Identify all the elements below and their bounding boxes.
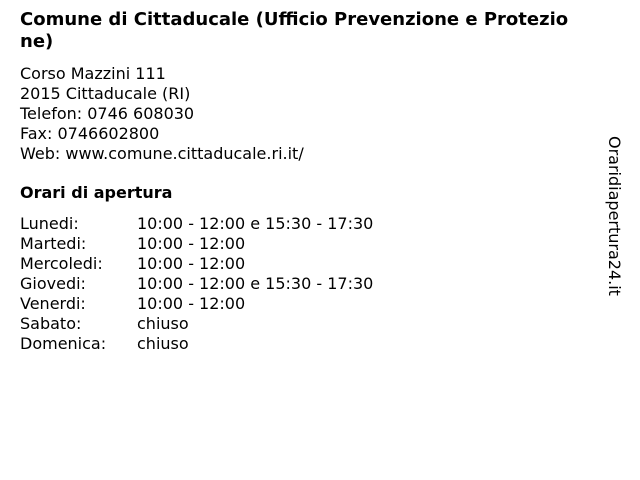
contact-info [20,64,304,164]
site-watermark: Oraridiapertura24.it [605,136,624,296]
hours-row-sunday [20,334,373,354]
hours-row-tuesday [20,234,373,254]
day-label: Lunedi: [20,214,79,233]
time-value: 10:00 - 12:00 [137,234,246,253]
hours-row-saturday [20,314,373,334]
phone-number: Telefon: 0746 608030 [20,104,195,123]
time-value: 10:00 - 12:00 e 15:30 - 17:30 [137,214,374,233]
time-value: 10:00 - 12:00 [137,254,246,273]
hours-row-monday [20,214,373,234]
hours-row-thursday [20,274,373,294]
day-label: Sabato: [20,314,82,333]
day-label: Giovedi: [20,274,86,293]
time-value: chiuso [137,314,189,333]
time-value: chiuso [137,334,189,353]
day-label: Venerdi: [20,294,86,313]
city-address: 2015 Cittaducale (RI) [20,84,191,103]
street-address: Corso Mazzini 111 [20,64,166,83]
opening-hours-heading: Orari di apertura [20,183,173,202]
hours-row-wednesday [20,254,373,274]
time-value: 10:00 - 12:00 e 15:30 - 17:30 [137,274,374,293]
hours-row-friday [20,294,373,314]
time-value: 10:00 - 12:00 [137,294,246,313]
day-label: Mercoledi: [20,254,103,273]
fax-number: Fax: 0746602800 [20,124,160,143]
page-title: Comune di Cittaducale (Ufficio Prevenzione e Protezione) [20,9,569,52]
opening-hours-table [20,214,373,354]
day-label: Martedi: [20,234,87,253]
website: Web: www.comune.cittaducale.ri.it/ [20,144,304,163]
day-label: Domenica: [20,334,107,353]
